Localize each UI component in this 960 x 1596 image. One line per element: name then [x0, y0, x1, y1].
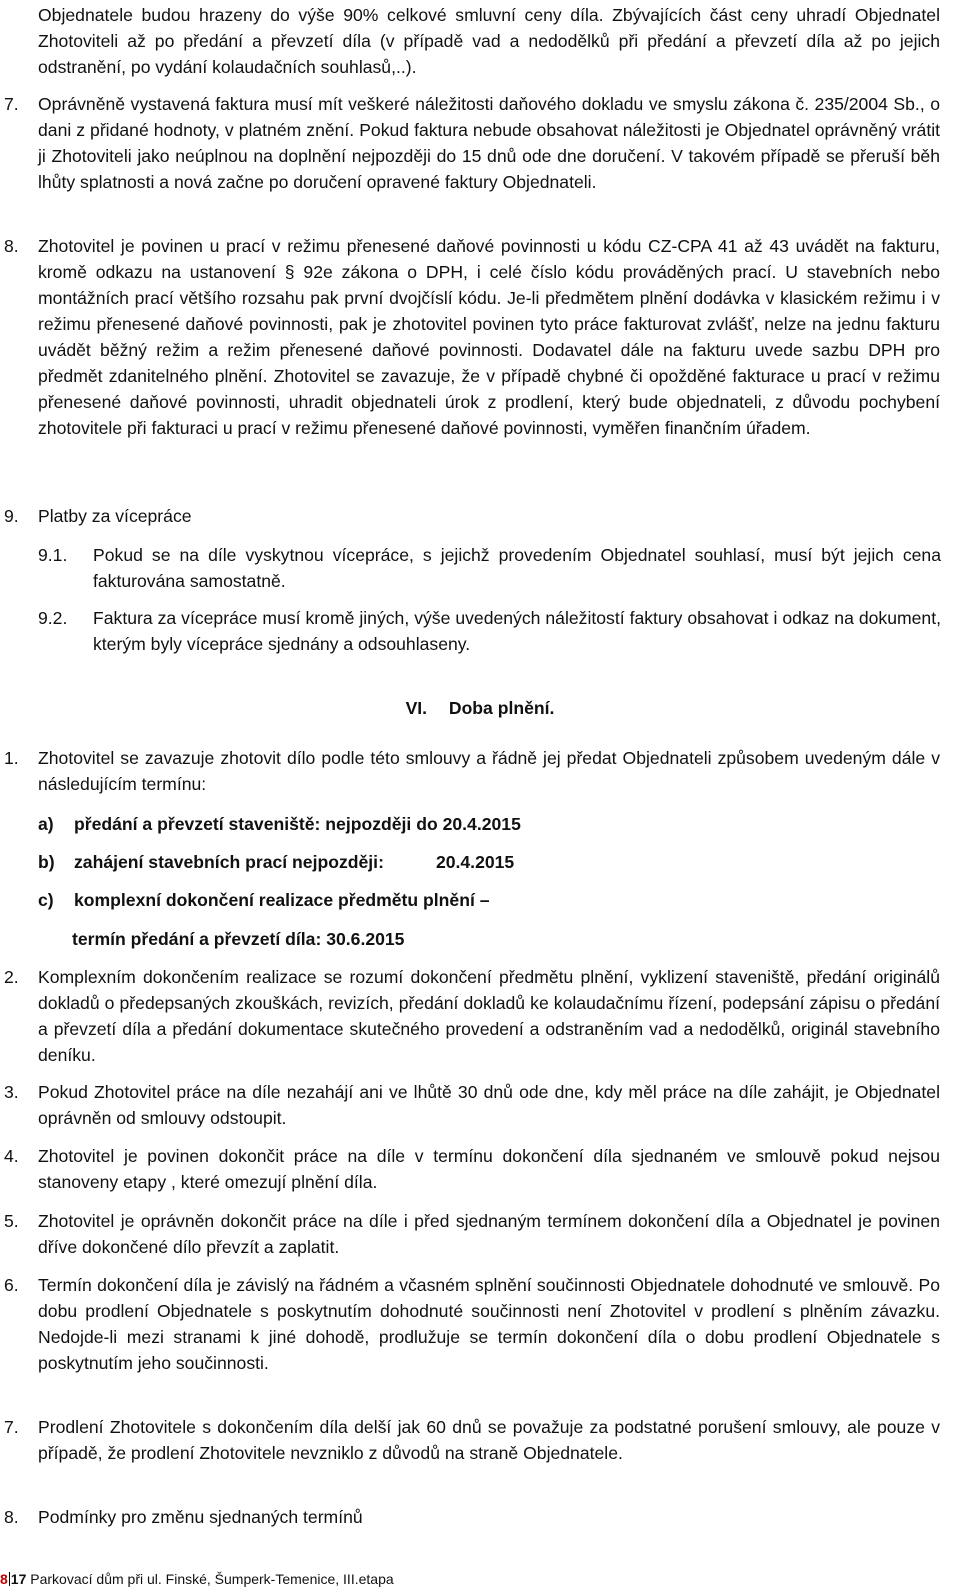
item-number: 4. — [4, 1146, 19, 1166]
item-number: 7. — [4, 94, 19, 114]
item-number: 1. — [4, 748, 19, 768]
term-date: 20.4.2015 — [435, 852, 515, 872]
item-number: 9. — [4, 506, 19, 526]
section-heading — [0, 695, 960, 721]
item-text: Zhotovitel se zavazuje zhotovit dílo podle této smlouvy a řádně jej předat Objednateli způsobem uvedeným dále v následujícím termínu: — [38, 748, 940, 794]
item-text: Pokud Zhotovitel práce na díle nezahájí ani ve lhůtě 30 dnů ode dne, kdy měl práce na díle zahájit, je Objednatel oprávněn od smlouvy odstoupit. — [38, 1082, 940, 1128]
subitem-number: 9.2. — [38, 608, 68, 628]
page-number — [0, 1571, 26, 1587]
subitem-text: Pokud se na díle vyskytnou vícepráce, s jejichž provedením Objednatel souhlasí, musí být jejich cena fakturována samostatně. — [93, 545, 941, 591]
term-label: b) — [38, 852, 55, 872]
item-text: Prodlení Zhotovitele s dokončením díla delší jak 60 dnů se považuje za podstatné porušení smlouvy, ale pouze v případě, že prodlení Zhotovitele nevzniklo z důvodů na straně Objednatele. — [38, 1417, 940, 1463]
item-number: 8. — [4, 1507, 19, 1527]
term-text: zahájení stavebních prací nejpozději: — [74, 852, 384, 872]
subitem-text: Faktura za vícepráce musí kromě jiných, výše uvedených náležitostí faktury obsahovat i odkaz na dokument, kterým byly vícepráce sjednány a odsouhlaseny. — [93, 608, 941, 654]
item-text: Zhotovitel je oprávněn dokončit práce na díle i před sjednaným termínem dokončení díla a Objednatel je povinen dříve dokončené dílo převzít a zaplatit. — [38, 1211, 940, 1257]
item-text: Zhotovitel je povinen dokončit práce na díle v termínu dokončení díla sjednaném ve smlouvě pokud nejsou stanoveny etapy , které omezují plnění díla. — [38, 1146, 940, 1192]
item-number: 3. — [4, 1082, 19, 1102]
item-text: Oprávněně vystavená faktura musí mít veškeré náležitosti daňového dokladu ve smyslu zákona č. 235/2004 Sb., o dani z přidané hodnoty, v platném znění. Pokud faktura nebude obsahovat náležitosti je Objednatel oprávněný vrátit ji Zhotoviteli jako neúplnou na doplnění nejpozději do 15 dnů ode dne doručení. V takovém případě se přeruší běh lhůty splatnosti a nová začne po doručení opravené faktury Objednateli. — [38, 94, 940, 192]
item-number: 5. — [4, 1211, 19, 1231]
term-text: předání a převzetí staveniště: nejpozději do 20.4.2015 — [74, 814, 521, 834]
page-footer — [0, 1569, 960, 1589]
item-number: 2. — [4, 967, 19, 987]
section-title: Doba plnění. — [448, 698, 555, 718]
subitem-number: 9.1. — [38, 545, 68, 565]
term-item-b — [38, 849, 514, 875]
item-number: 8. — [4, 236, 19, 256]
term-text: komplexní dokončení realizace předmětu plnění – — [74, 890, 490, 910]
term-item-c-deadline: termín předání a převzetí díla: 30.6.2015 — [72, 929, 405, 949]
item-text: Podmínky pro změnu sjednaných termínů — [38, 1507, 363, 1527]
item-number: 6. — [4, 1275, 19, 1295]
term-label: c) — [38, 890, 54, 910]
term-item-c — [38, 887, 490, 913]
item-text: Zhotovitel je povinen u prací v režimu přenesené daňové povinnosti u kódu CZ-CPA 41 až 43 uvádět na fakturu, kromě odkazu na ustanovení § 92e zákona o DPH, i celé číslo kódu prováděných prací. U stavebních nebo montážních prací většího rozsahu pak první dvojčíslí kódu. Je-li předmětem plnění dodávka v klasickém režimu i v režimu přenesené daňové povinnosti, pak je zhotovitel povinen tyto práce fakturovat zvlášť, nelze na jednu fakturu uvádět běžný režim a režim přenesené daňové povinnosti. Dodavatel dále na fakturu uvede sazbu DPH pro předmět zdanitelného plnění. Zhotovitel se zavazuje, že v případě chybné či opožděné fakturace u prací v režimu přenesené daňové povinnosti, uhradit objednateli úrok z prodlení, který bude objednateli, z důvodu pochybení zhotovitele při fakturaci u prací v režimu přenesené daňové povinnosti, vyměřen finančním úřadem. — [38, 236, 940, 438]
section-number: VI. — [405, 698, 428, 718]
term-item-a — [38, 811, 521, 837]
divider — [9, 1572, 10, 1586]
footer-title: Parkovací dům při ul. Finské, Šumperk-Temenice, III.etapa — [30, 1571, 394, 1587]
item-text: Platby za vícepráce — [38, 506, 192, 526]
item-text: Komplexním dokončením realizace se rozumí dokončení předmětu plnění, vyklizení staveniště, předání originálů dokladů o předepsaných zkouškách, revizích, předání dokladů ke kolaudačnímu řízení, podepsání zápisu o předání a převzetí díla a předání dokumentace skutečného provedení a odstraněním vad a nedodělků, originál stavebního deníku. — [38, 967, 940, 1065]
current-page: 8 — [0, 1571, 8, 1587]
total-pages: 17 — [10, 1571, 27, 1587]
term-label: a) — [38, 814, 54, 834]
item-text: Termín dokončení díla je závislý na řádném a včasném splnění součinnosti Objednatele dohodnuté ve smlouvě. Po dobu prodlení Objednatele s poskytnutím dohodnuté součinnosti není Zhotovitel v prodlení s plněním závazku. Nedojde-li mezi stranami k jiné dohodě, prodlužuje se termín dokončení díla o dobu prodlení Objednatele s poskytnutím jeho součinnosti. — [38, 1275, 940, 1373]
intro-paragraph: Objednatele budou hrazeny do výše 90% celkové smluvní ceny díla. Zbývajících část ceny uhradí Objednatel Zhotoviteli až po předání a převzetí díla (v případě vad a nedodělků při předání a převzetí díla až po jejich odstranění, po vydání kolaudačních souhlasů,..). — [38, 5, 940, 77]
item-number: 7. — [4, 1417, 19, 1437]
